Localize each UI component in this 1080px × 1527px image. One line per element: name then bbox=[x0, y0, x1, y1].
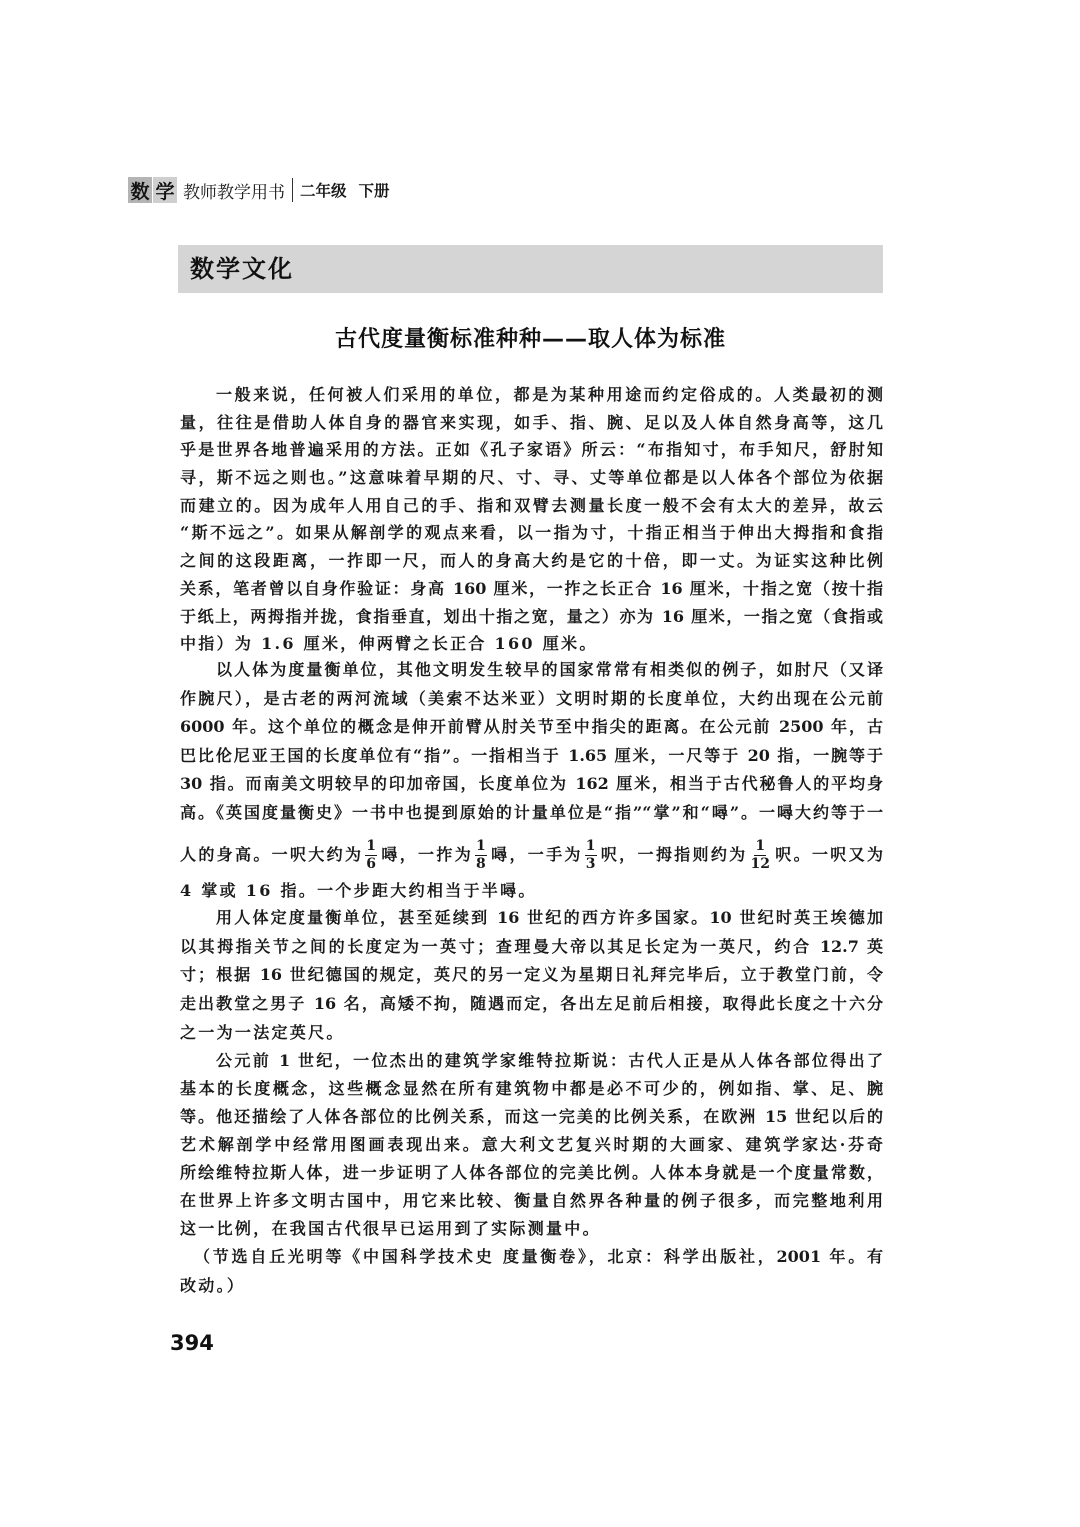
section-banner-title: 数学文化 bbox=[190, 255, 294, 283]
paragraph-line: 4 掌或 16 指。一个步距大约相当于半噚。 bbox=[180, 881, 537, 900]
fraction bbox=[749, 838, 770, 873]
paragraph-line: 高。《英国度量衡史》一书中也提到原始的计量单位是“指”“掌”和“噚”。一噚大约等于一 bbox=[180, 802, 883, 822]
paragraph-4 bbox=[180, 1047, 883, 1243]
paragraph-1 bbox=[180, 381, 883, 658]
fraction-line-text: 人的身高。一呎大约为 bbox=[180, 845, 364, 864]
fraction-line-text: 呎，一拇指则约为 bbox=[598, 845, 748, 864]
paragraph-line: 基本的长度概念，这些概念显然在所有建筑物中都是必不可少的，例如指、掌、足、腕 bbox=[180, 1079, 883, 1098]
running-header bbox=[128, 176, 390, 204]
fraction-line-text: 呎。一呎又为 bbox=[772, 845, 883, 864]
paragraph-line: 以人体为度量衡单位，其他文明发生较早的国家常常有相类似的例子，如肘尺（又译 bbox=[216, 660, 883, 679]
paragraph-line: 在世界上许多文明古国中，用它来比较、衡量自然界各种量的例子很多，而完整地利用 bbox=[180, 1191, 883, 1210]
fraction bbox=[475, 838, 487, 873]
fraction-line-text: 噚，一手为 bbox=[488, 845, 583, 864]
fraction-line-text: 噚，一拃为 bbox=[379, 845, 474, 864]
book-title: 教师教学用书 bbox=[183, 182, 285, 203]
source-note bbox=[180, 1243, 883, 1300]
fraction bbox=[365, 838, 377, 873]
fraction-denominator: 3 bbox=[585, 856, 596, 872]
fraction-numerator: 1 bbox=[755, 838, 766, 854]
paragraph-line: “斯不远之”。如果从解剖学的观点来看，以一指为寸，十指正相当于伸出大拇指和食指 bbox=[180, 523, 883, 543]
paragraph-line: 所绘维特拉斯人体，进一步证明了人体各部位的完美比例。人体本身就是一个度量常数， bbox=[180, 1163, 883, 1182]
header-divider bbox=[292, 178, 293, 202]
paragraph-line: 艺术解剖学中经常用图画表现出来。意大利文艺复兴时期的大画家、建筑学家达·芬奇 bbox=[180, 1135, 883, 1154]
fraction-denominator: 6 bbox=[366, 856, 377, 872]
fraction-numerator: 1 bbox=[476, 838, 486, 854]
source-note-line: （节选自丘光明等《中国科学技术史 度量衡卷》，北京：科学出版社，2001 年。有 bbox=[194, 1247, 883, 1266]
paragraph-line: 这一比例，在我国古代很早已运用到了实际测量中。 bbox=[180, 1219, 601, 1238]
paragraph-line: 之一为一法定英尺。 bbox=[180, 1022, 345, 1042]
paragraph-line: 公元前 1 世纪，一位杰出的建筑学家维特拉斯说：古代人正是从人体各部位得出了 bbox=[216, 1051, 883, 1070]
paragraph-line: 以其拇指关节之间的长度定为一英寸；查理曼大帝以其足长定为一英尺，约合 12.7 英 bbox=[180, 936, 883, 956]
volume-label: 下册 bbox=[358, 182, 390, 200]
fraction-numerator: 1 bbox=[366, 838, 377, 854]
paragraph-line: 于纸上，两拇指并拢，食指垂直，划出十指之宽，量之）亦为 16 厘米，一指之宽（食指或 bbox=[180, 606, 883, 626]
source-note-line: 改动。） bbox=[180, 1275, 246, 1295]
paragraph-line: 关系，笔者曾以自身作验证：身高 160 厘米，一拃之长正合 16 厘米，十指之宽（按十指 bbox=[180, 578, 883, 598]
paragraph-line: 寸；根据 16 世纪德国的规定，英尺的另一定义为星期日礼拜完毕后，立于教堂门前，令 bbox=[180, 965, 883, 985]
paragraph-line: 乎是世界各地普遍采用的方法。正如《孔子家语》所云：“布指知寸，布手知尺，舒肘知 bbox=[180, 440, 883, 460]
subject-logo bbox=[128, 177, 177, 203]
grade-label: 二年级 bbox=[300, 182, 347, 200]
article-title: 古代度量衡标准种种——取人体为标准 bbox=[334, 327, 726, 352]
paragraph-line: 作腕尺），是古老的两河流域（美索不达米亚）文明时期的长度单位，大约出现在公元前 bbox=[180, 688, 883, 708]
paragraph-line: 等。他还描绘了人体各部位的比例关系，而这一完美的比例关系，在欧洲 15 世纪以后的 bbox=[180, 1107, 883, 1126]
paragraph-line: 中指）为 1.6 厘米，伸两臂之长正合 160 厘米。 bbox=[180, 634, 598, 654]
paragraph-line: 量，往往是借助人体自身的器官来实现，如手、指、腕、足以及人体自然身高等，这几 bbox=[180, 412, 883, 432]
logo-tile-shu: 数 bbox=[128, 177, 152, 203]
fraction-denominator: 12 bbox=[750, 856, 770, 872]
paragraph-line: 30 指。而南美文明较早的印加帝国，长度单位为 162 厘米，相当于古代秘鲁人的平均身 bbox=[180, 774, 883, 793]
fraction-numerator: 1 bbox=[585, 838, 596, 854]
paragraph-line: 6000 年。这个单位的概念是伸开前臂从肘关节至中指尖的距离。在公元前 2500 年，古 bbox=[180, 717, 883, 736]
paragraph-line: 而建立的。因为成年人用自己的手、指和双臂去测量长度一般不会有太大的差异，故云 bbox=[180, 495, 883, 515]
section-banner bbox=[178, 245, 883, 293]
paragraph-line: 之间的这段距离，一拃即一尺，而人的身高大约是它的十倍，即一丈。为证实这种比例 bbox=[180, 551, 883, 571]
paragraph-line: 巴比伦尼亚王国的长度单位有“指”。一指相当于 1.65 厘米，一尺等于 20 指，一腕等于 bbox=[180, 745, 883, 765]
paragraph-line: 用人体定度量衡单位，甚至延续到 16 世纪的西方许多国家。10 世纪时英王埃德加 bbox=[216, 908, 883, 927]
fraction bbox=[585, 838, 597, 873]
paragraph-line: 一般来说，任何被人们采用的单位，都是为某种用途而约定俗成的。人类最初的测 bbox=[216, 385, 883, 404]
paragraph-2 bbox=[180, 656, 883, 906]
fraction-denominator: 8 bbox=[476, 856, 486, 872]
fraction-line bbox=[180, 827, 883, 877]
logo-tile-xue: 学 bbox=[153, 177, 177, 203]
paragraph-3 bbox=[180, 904, 883, 1047]
paragraph-line: 寻，斯不远之则也。”这意味着早期的尺、寸、寻、丈等单位都是以人体各个部位为依据 bbox=[180, 468, 883, 488]
page-number: 394 bbox=[170, 1331, 214, 1355]
paragraph-line: 走出教堂之男子 16 名，高矮不拘，随遇而定，各出左足前后相接，取得此长度之十六分 bbox=[180, 994, 883, 1014]
